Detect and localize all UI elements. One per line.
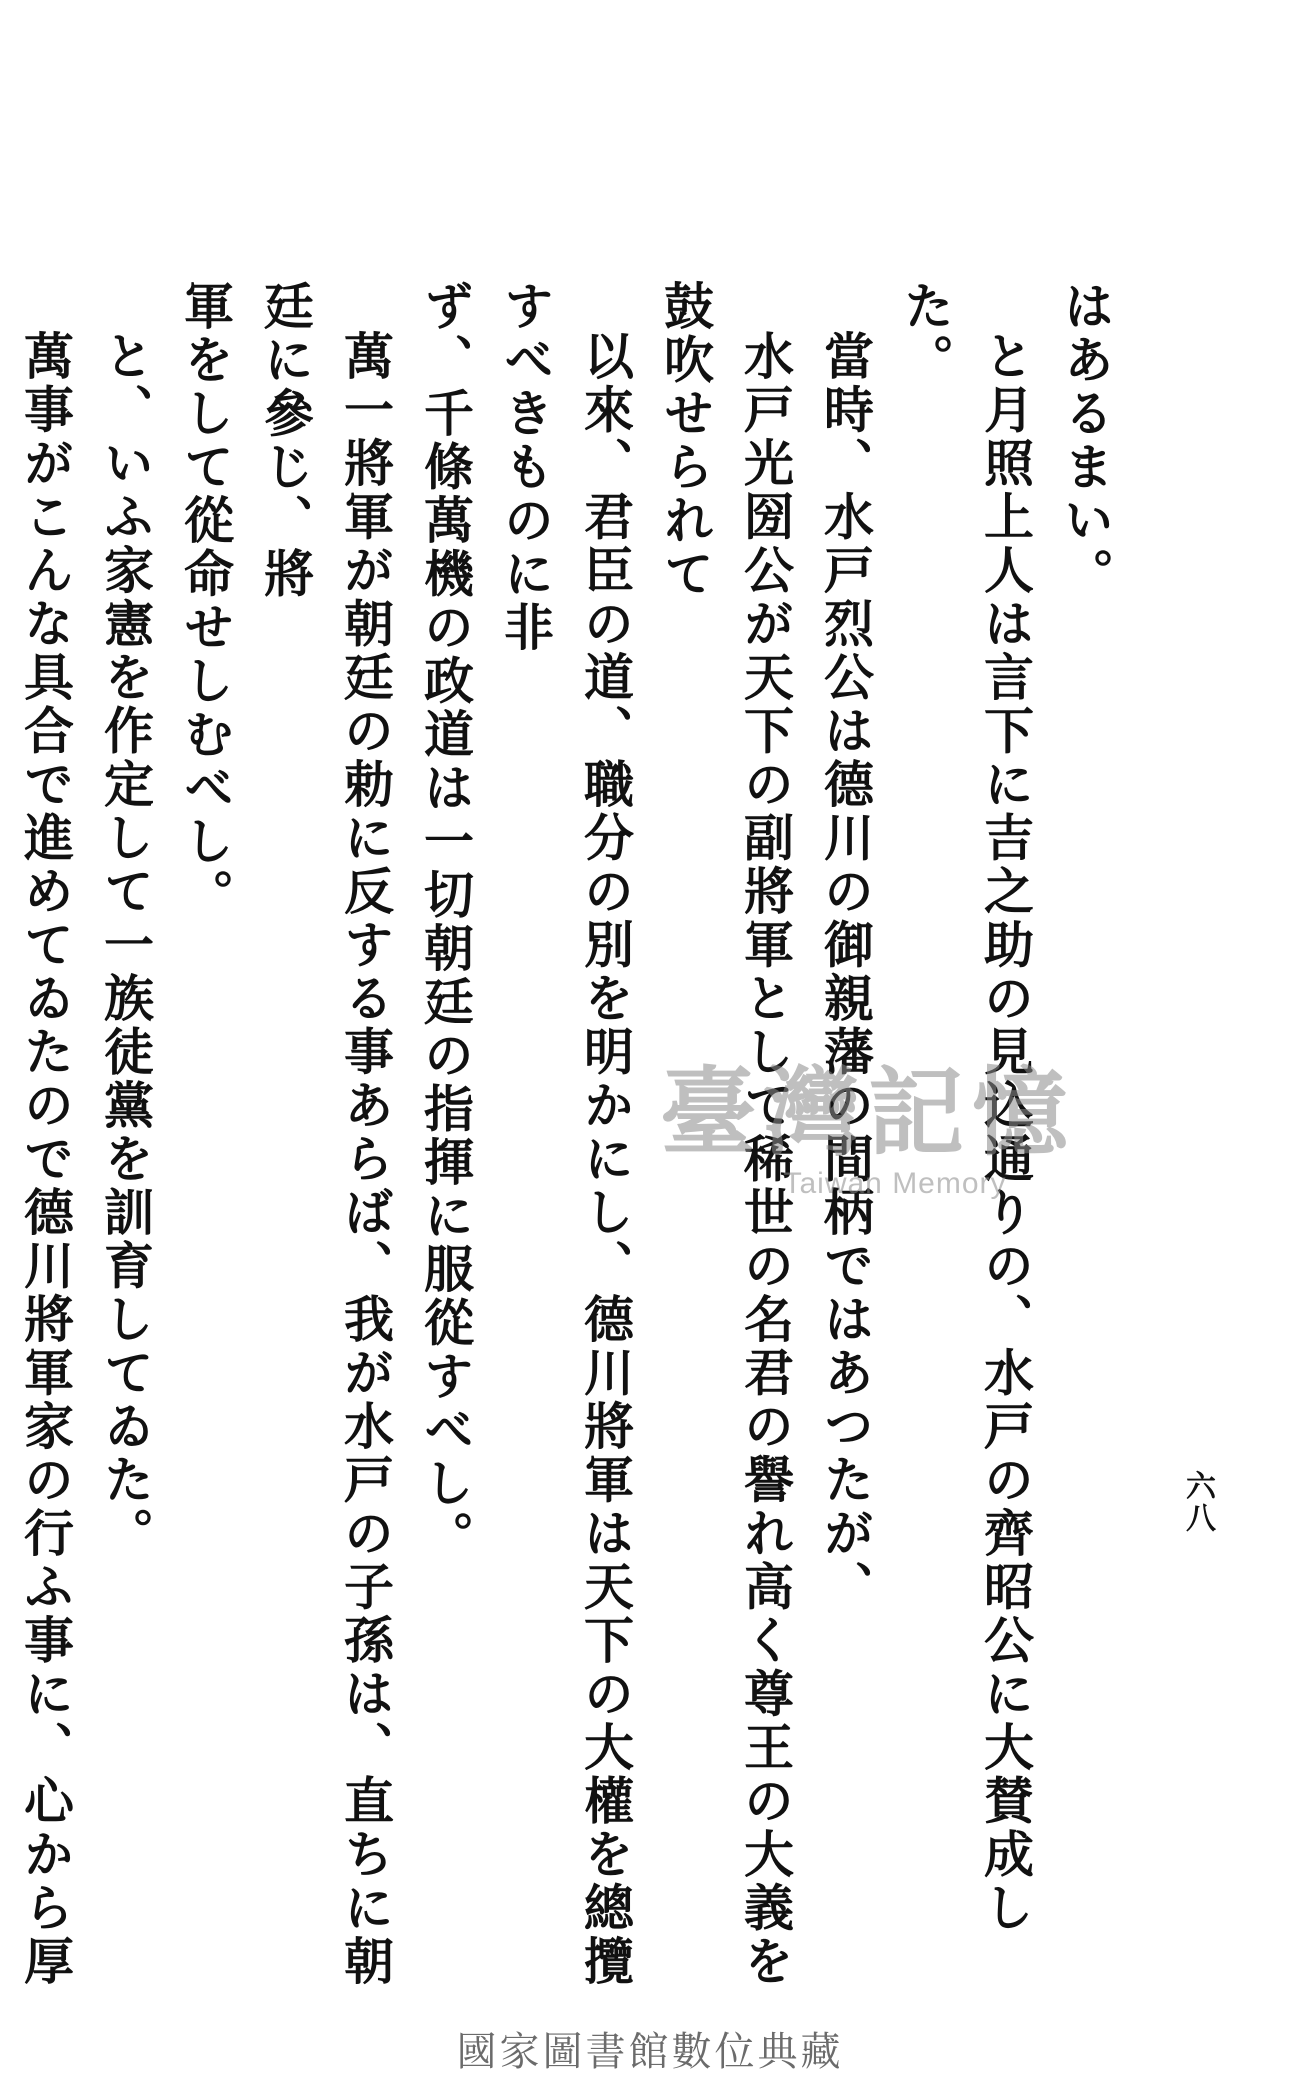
text-line-content: と、いふ家憲を作定して一族徒黨を訓育してゐた。 [96, 330, 155, 1561]
text-line-content: 當時、水戸烈公は德川の御親藩の間柄ではあつたが、 [816, 330, 875, 1614]
line-indent [340, 280, 390, 330]
text-line [805, 280, 885, 2000]
line-indent [980, 280, 1030, 330]
footer-archive-label: 國家圖書館數位典藏 [456, 2029, 844, 2075]
text-line-content: 軍をして從命せしむべし。 [176, 280, 235, 922]
line-indent [100, 280, 150, 330]
text-line [1045, 280, 1125, 2000]
body-text [16, 280, 1125, 2000]
text-line [885, 280, 1045, 2000]
text-line-content: ず、千條萬機の政道は一切朝廷の指揮に服從すべし。 [416, 280, 475, 1564]
text-line [165, 280, 245, 2000]
text-line-content: 以來、君臣の道、職分の別を明かにし、德川將軍は天下の大權を總攬すべきものに非 [496, 280, 635, 1989]
line-indent [20, 280, 70, 330]
line-indent [740, 280, 790, 330]
text-line [85, 280, 165, 2000]
text-line [0, 280, 85, 2000]
page-number: 六八 [1180, 1470, 1215, 1534]
line-indent [820, 280, 870, 330]
text-line [405, 280, 485, 2000]
line-indent [580, 280, 630, 330]
text-line [245, 280, 405, 2000]
text-line [485, 280, 645, 2000]
text-line-content: 萬事がこんな具合で進めてゐたので德川將軍家の行ふ事に、心から厚 [16, 330, 75, 1989]
watermark-subtitle: Taiwan Memory [783, 1167, 1007, 1200]
text-line-content: と月照上人は言下に吉之助の見込通りの、水戸の齊昭公に大賛成した。 [896, 280, 1035, 1935]
text-line-content: 萬一將軍が朝廷の勅に反する事あらば、我が水戸の子孫は、直ちに朝廷に參じ、將 [256, 280, 395, 1989]
text-line-content: はあるまい。 [1056, 280, 1115, 601]
text-line [645, 280, 805, 2000]
text-line-content: 水戸光圀公が天下の副將軍として稀世の名君の譽れ高く尊王の大義を鼓吹せられて [656, 280, 795, 1989]
watermark-logo-text: 臺灣記憶 [660, 1056, 1076, 1169]
